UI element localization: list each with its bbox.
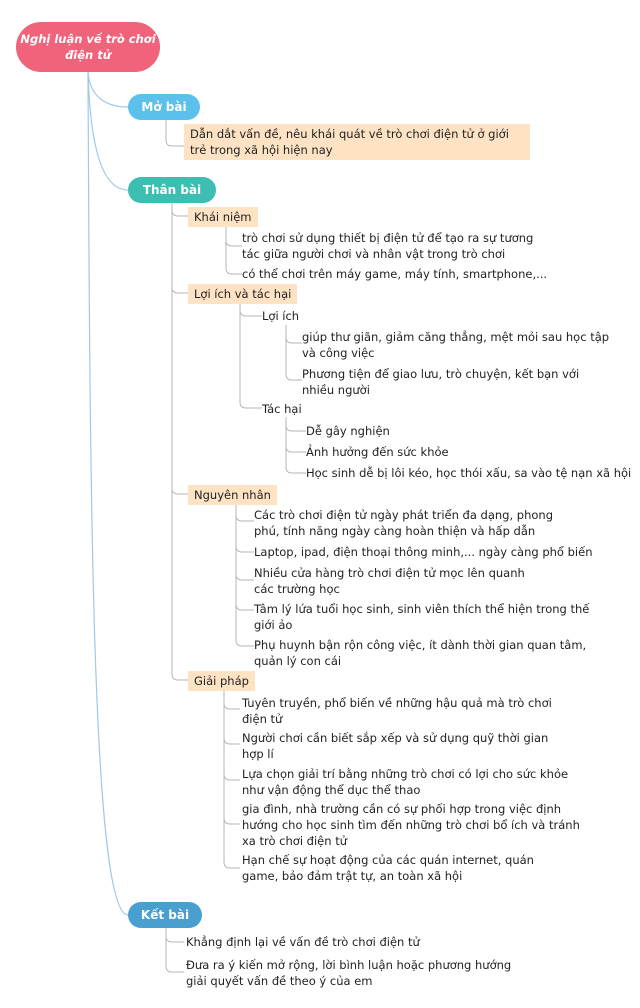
subtopic-loi-ich[interactable]: Lợi ích <box>262 309 300 323</box>
khai-niem-item: trò chơi sử dụng thiết bị điện tử để tạo ra sự tương tác giữa người chơi và nhân vật trong trò chơi <box>242 231 534 261</box>
loi-ich-item: giúp thư giãn, giảm căng thẳng, mệt mỏi sau học tập và công việc <box>302 330 610 360</box>
topic-giai-phap[interactable]: Giải pháp <box>188 671 255 691</box>
tac-hai-item: Ảnh hưởng đến sức khỏe <box>306 445 449 459</box>
subtopic-tac-hai[interactable]: Tác hại <box>262 402 302 416</box>
giai-phap-item: Lựa chọn giải trí bằng những trò chơi có lợi cho sức khỏe như vận động thể dục thể thao <box>242 767 569 797</box>
nguyen-nhan-item: Phụ huynh bận rộn công việc, ít dành thời gian quan tâm, quản lý con cái <box>254 638 587 668</box>
mo-bai-text: Dẫn dắt vấn đề, nêu khái quát về trò chơi điện tử ở giới trẻ trong xã hội hiện nay <box>184 124 530 160</box>
topic-loi-ich-tac-hai[interactable]: Lợi ích và tác hại <box>188 284 297 304</box>
nguyen-nhan-item: Các trò chơi điện tử ngày phát triển đa dạng, phong phú, tính năng ngày càng hoàn thiện và hấp dẫn <box>254 508 554 538</box>
tac-hai-item: Dễ gây nghiện <box>306 424 390 438</box>
ket-bai-item: Khẳng định lại về vấn đề trò chơi điện tử <box>186 935 420 949</box>
section-mo-bai[interactable]: Mở bài <box>128 94 200 120</box>
section-ket-bai[interactable]: Kết bài <box>128 902 202 928</box>
nguyen-nhan-item: Tâm lý lứa tuổi học sinh, sinh viên thích thể hiện trong thế giới ảo <box>254 602 590 632</box>
root-topic[interactable]: Nghị luận về trò chơi điện tử <box>16 22 160 72</box>
giai-phap-item: Hạn chế sự hoạt động của các quán internet, quán game, bảo đảm trật tự, an toàn xã hội <box>242 853 534 883</box>
giai-phap-item: Người chơi cần biết sắp xếp và sử dụng quỹ thời gian hợp lí <box>242 731 549 761</box>
giai-phap-item: Tuyên truyền, phổ biến về những hậu quả mà trò chơi điện tử <box>242 696 552 726</box>
nguyen-nhan-item: Laptop, ipad, điện thoại thông minh,... ngày càng phổ biến <box>254 545 593 559</box>
tac-hai-item: Học sinh dễ bị lôi kéo, học thói xấu, sa vào tệ nạn xã hội <box>306 466 632 480</box>
giai-phap-item: gia đình, nhà trường cần có sự phối hợp trong việc định hướng cho học sinh tìm đến những trò chơi bổ ích và tránh xa trò chơi điện tử <box>242 802 580 848</box>
khai-niem-item: có thể chơi trên máy game, máy tính, smartphone,... <box>242 267 548 281</box>
loi-ich-item: Phương tiện để giao lưu, trò chuyện, kết bạn với nhiều người <box>302 367 580 397</box>
nguyen-nhan-item: Nhiều cửa hàng trò chơi điện tử mọc lên quanh các trường học <box>254 566 525 596</box>
topic-khai-niem[interactable]: Khái niệm <box>188 207 258 227</box>
ket-bai-item: Đưa ra ý kiến mở rộng, lời bình luận hoặc phương hướng giải quyết vấn đề theo ý của em <box>186 958 512 988</box>
section-than-bai[interactable]: Thân bài <box>128 177 216 203</box>
topic-nguyen-nhan[interactable]: Nguyên nhân <box>188 485 277 505</box>
